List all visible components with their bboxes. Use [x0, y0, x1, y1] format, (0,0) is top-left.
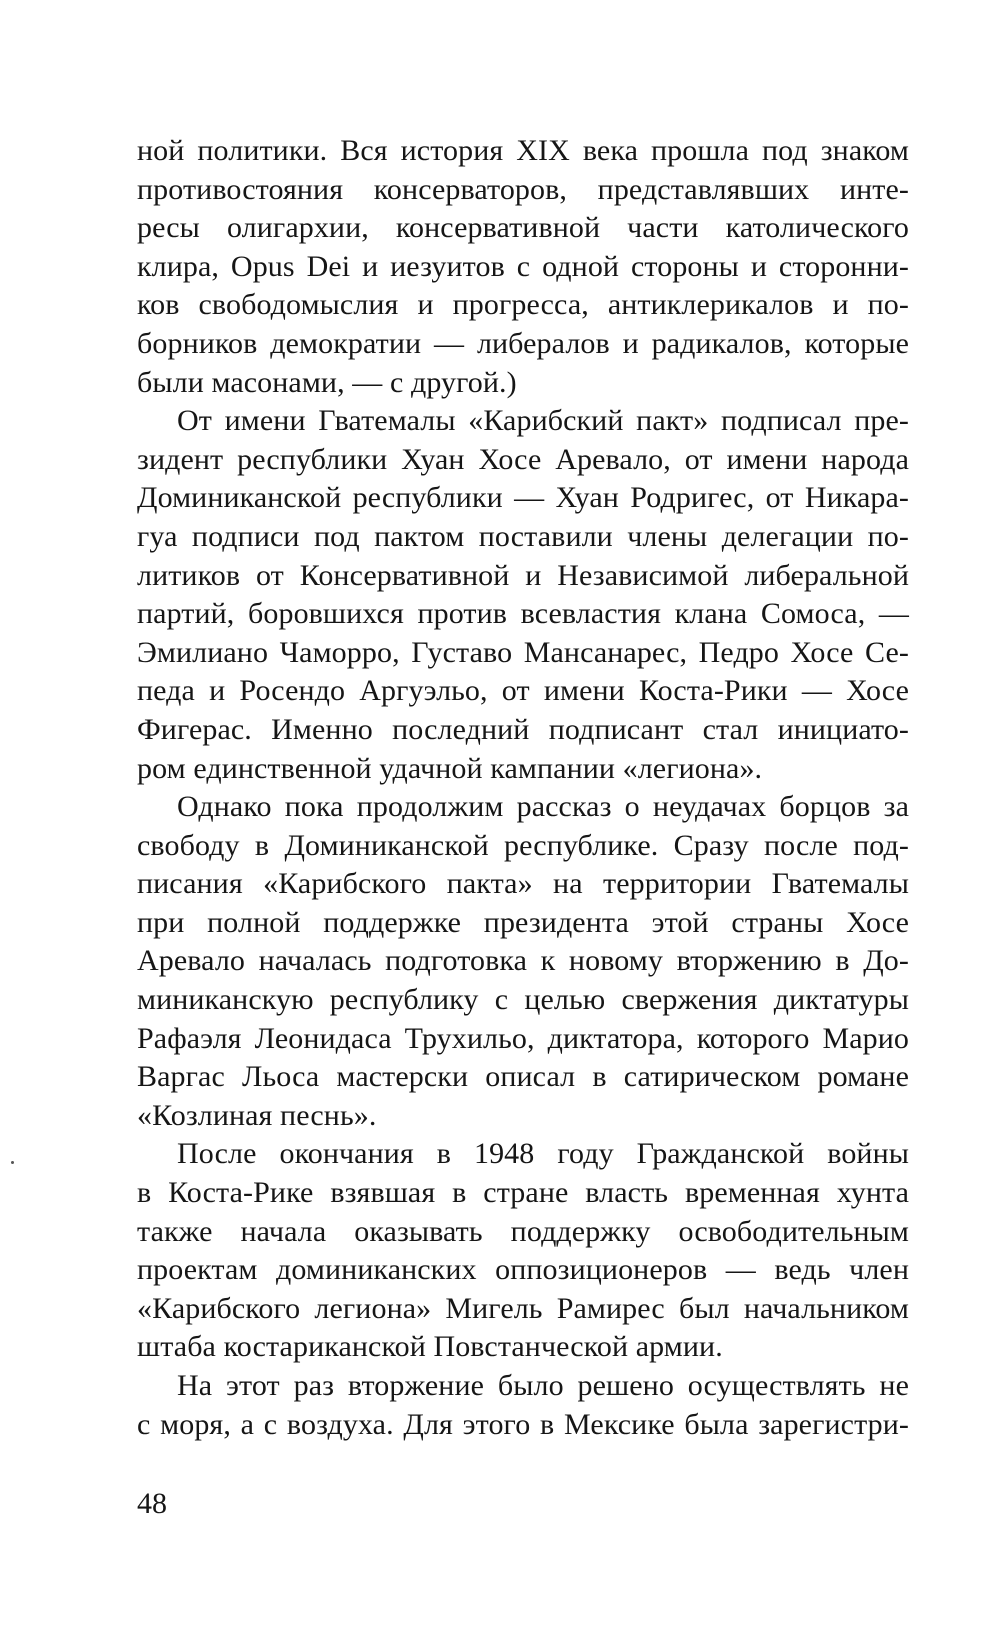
text-line: Аревало началась подготовка к новому вторжению в До-	[137, 944, 909, 978]
paragraph	[137, 132, 909, 402]
text-line: проектам доминиканских оппозиционеров — ведь член	[137, 1253, 909, 1287]
text-line: ной политики. Вся история XIX века прошла под знаком	[137, 134, 909, 167]
text-line: ресы олигархии, консервативной части католического	[137, 211, 909, 245]
text-line: противостояния консерваторов, представлявших инте-	[137, 172, 909, 206]
text-line: борников демократии — либералов и радикалов, которые	[137, 326, 909, 360]
paragraph	[137, 1367, 909, 1444]
text-line: «Козлиная песнь».	[137, 1098, 377, 1132]
text-line: От имени Гватемалы «Карибский пакт» подписал пре-	[177, 404, 909, 438]
text-line: Фигерас. Именно последний подписант стал инициато-	[137, 712, 909, 746]
body-text	[137, 132, 909, 1444]
text-line: Варгас Льоса мастерски описал в сатирическом романе	[137, 1060, 909, 1094]
text-line: ков свободомыслия и прогресса, антиклерикалов и по-	[137, 288, 909, 322]
paragraph	[137, 788, 909, 1135]
text-line: литиков от Консервативной и Независимой либеральной	[137, 558, 909, 592]
text-line: педа и Росендо Аргуэльо, от имени Коста-Рики — Хосе	[137, 674, 909, 708]
text-line: Рафаэля Леонидаса Трухильо, диктатора, которого Марио	[137, 1021, 909, 1055]
text-line: После окончания в 1948 году Гражданской войны	[177, 1137, 909, 1171]
text-line: партий, боровшихся против всевластия клана Сомоса, —	[137, 597, 909, 631]
paragraph	[137, 402, 909, 788]
text-line: гуа подписи под пактом поставили члены делегации по-	[137, 519, 909, 553]
text-line: с моря, а с воздуха. Для этого в Мексике была зарегистри-	[137, 1407, 909, 1441]
scan-speck	[11, 1161, 14, 1164]
text-line: были масонами, — с другой.)	[137, 365, 517, 399]
text-line: Однако пока продолжим рассказ о неудачах борцов за	[177, 790, 909, 824]
text-line: клира, Opus Dei и иезуитов с одной стороны и сторонни-	[137, 249, 909, 283]
text-line: миниканскую республику с целью свержения диктатуры	[137, 983, 909, 1017]
text-line: писания «Карибского пакта» на территории Гватемалы	[137, 867, 909, 901]
text-line: в Коста-Рике взявшая в стране власть временная хунта	[137, 1176, 909, 1210]
text-line: зидент республики Хуан Хосе Аревало, от имени народа	[137, 442, 909, 476]
text-line: также начала оказывать поддержку освободительным	[137, 1214, 909, 1248]
page-number: 48	[137, 1487, 167, 1520]
text-line: ром единственной удачной кампании «легиона».	[137, 751, 763, 785]
text-line: Доминиканской республики — Хуан Родригес, от Никара-	[137, 481, 909, 515]
text-line: Эмилиано Чаморро, Густаво Мансанарес, Педро Хосе Се-	[137, 635, 909, 669]
text-line: «Карибского легиона» Мигель Рамирес был начальником	[137, 1291, 909, 1325]
text-line: при полной поддержке президента этой страны Хосе	[137, 905, 909, 939]
text-line: На этот раз вторжение было решено осуществлять не	[177, 1369, 909, 1402]
text-line: штаба костариканской Повстанческой армии.	[137, 1330, 723, 1364]
text-line: свободу в Доминиканской республике. Сразу после под-	[137, 828, 909, 862]
paragraph	[137, 1135, 909, 1367]
